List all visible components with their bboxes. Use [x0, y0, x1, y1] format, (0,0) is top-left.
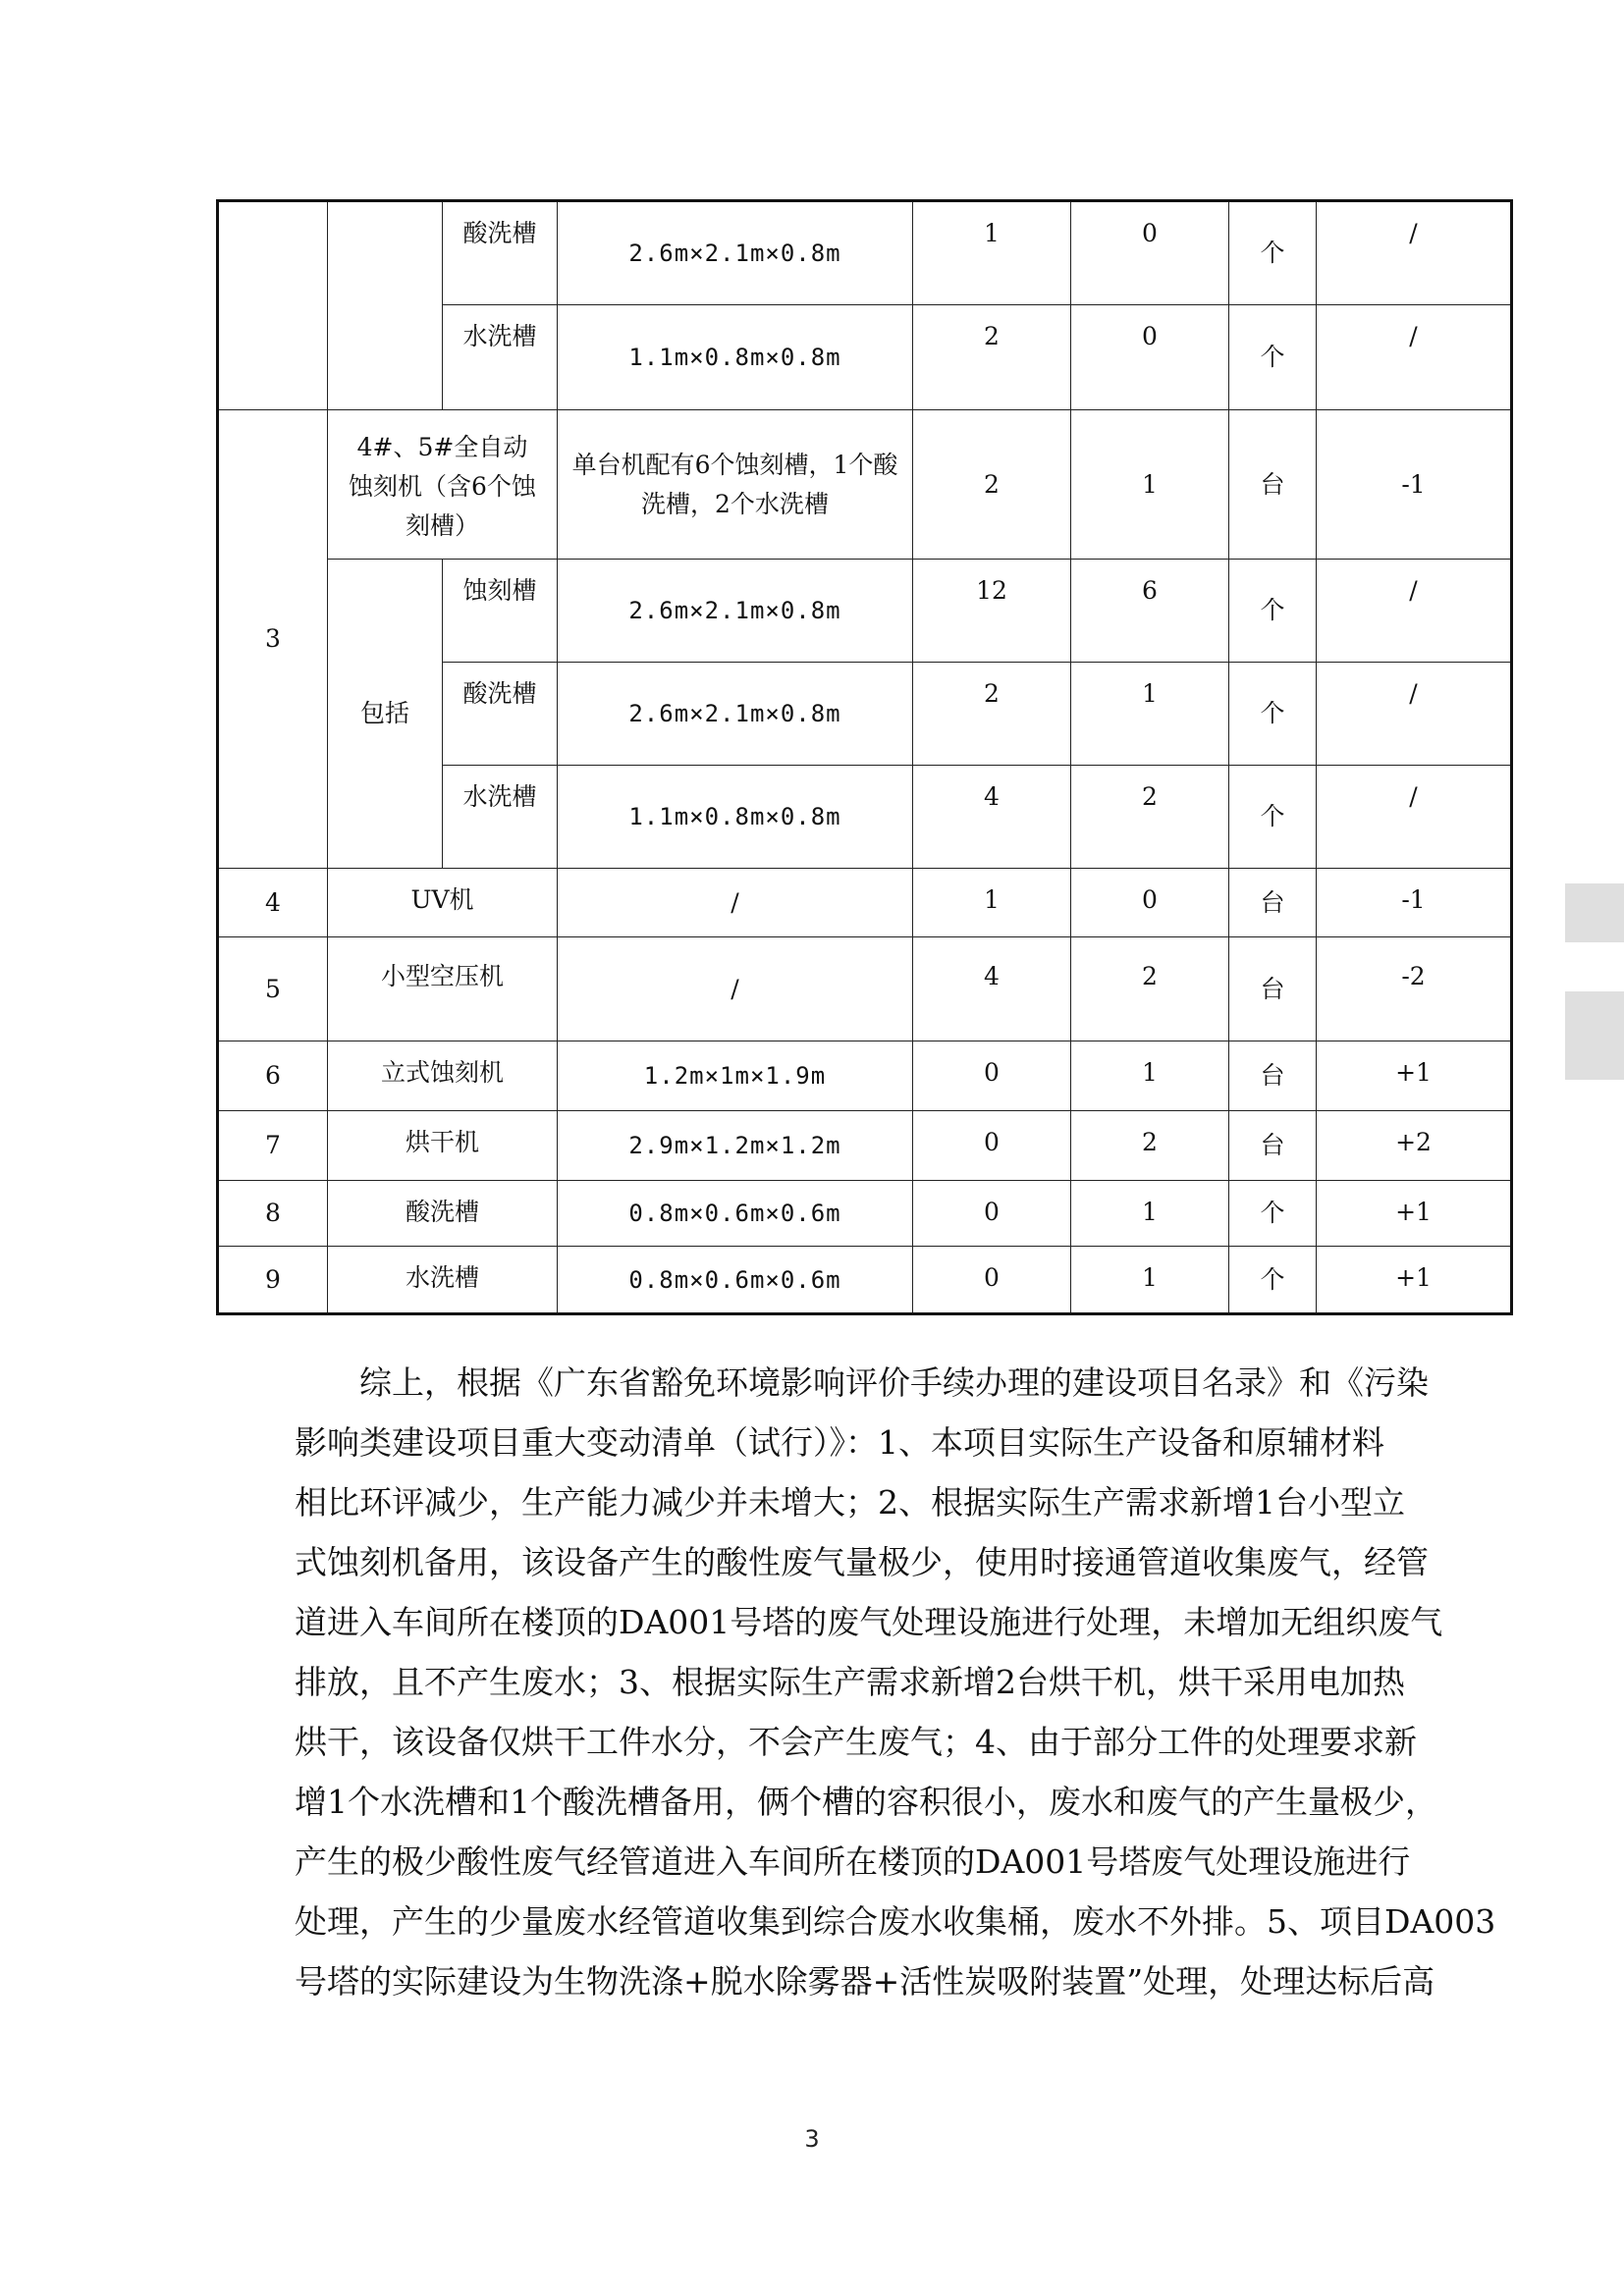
- cell-spec: 2.6m×2.1m×0.8m: [558, 663, 913, 766]
- table-row: [218, 410, 1512, 560]
- cell-no: [218, 201, 328, 410]
- cell-actual-qty: 1: [1071, 663, 1229, 766]
- paragraph-line: 号塔的实际建设为生物洗涤+脱水除雾器+活性炭吸附装置”处理，处理达标后高: [295, 1962, 1435, 2001]
- cell-no: 6: [218, 1041, 328, 1111]
- paragraph-line: 处理，产生的少量废水经管道收集到综合废水收集桶，废水不外排。5、项目DA003: [295, 1902, 1496, 1941]
- table-row: [218, 1111, 1512, 1181]
- cell-no: 9: [218, 1247, 328, 1314]
- cell-change: /: [1317, 560, 1512, 663]
- cell-actual-qty: 1: [1071, 410, 1229, 560]
- cell-unit: 个: [1229, 766, 1317, 869]
- page-number: 3: [804, 2125, 820, 2153]
- cell-eia-qty: 12: [913, 560, 1071, 663]
- cell-actual-qty: 0: [1071, 201, 1229, 305]
- cell-name: 酸洗槽: [328, 1181, 558, 1247]
- cell-change: /: [1317, 305, 1512, 410]
- table-row: [218, 1247, 1512, 1314]
- paragraph-line: 道进入车间所在楼顶的DA001号塔的废气处理设施进行处理，未增加无组织废气: [295, 1603, 1443, 1641]
- cell-spec: 0.8m×0.6m×0.6m: [558, 1247, 913, 1314]
- cell-spec: 2.6m×2.1m×0.8m: [558, 560, 913, 663]
- cell-name: 水洗槽: [443, 766, 558, 869]
- cell-unit: 个: [1229, 1181, 1317, 1247]
- cell-group: 包括: [328, 560, 443, 869]
- cell-eia-qty: 0: [913, 1247, 1071, 1314]
- cell-change: -1: [1317, 869, 1512, 937]
- cell-spec: 单台机配有6个蚀刻槽，1个酸洗槽，2个水洗槽: [558, 410, 913, 560]
- table-row: [218, 937, 1512, 1041]
- cell-eia-qty: 4: [913, 766, 1071, 869]
- table-row: [218, 560, 1512, 663]
- cell-actual-qty: 1: [1071, 1181, 1229, 1247]
- cell-eia-qty: 4: [913, 937, 1071, 1041]
- cell-name: 烘干机: [328, 1111, 558, 1181]
- cell-eia-qty: 0: [913, 1041, 1071, 1111]
- cell-unit: 个: [1229, 1247, 1317, 1314]
- table-row: [218, 869, 1512, 937]
- cell-spec: 1.2m×1m×1.9m: [558, 1041, 913, 1111]
- cell-no: 3: [218, 410, 328, 869]
- cell-no: 5: [218, 937, 328, 1041]
- cell-unit: 个: [1229, 201, 1317, 305]
- cell-group: [328, 201, 443, 410]
- cell-spec: /: [558, 869, 913, 937]
- paragraph-line: 烘干，该设备仅烘干工件水分，不会产生废气；4、由于部分工件的处理要求新: [295, 1723, 1417, 1761]
- cell-no: 4: [218, 869, 328, 937]
- cell-eia-qty: 2: [913, 663, 1071, 766]
- cell-unit: 台: [1229, 869, 1317, 937]
- cell-actual-qty: 1: [1071, 1041, 1229, 1111]
- cell-name: 酸洗槽: [443, 201, 558, 305]
- seal-edge-mark: [1565, 883, 1624, 942]
- table-row: [218, 1181, 1512, 1247]
- cell-spec: 2.6m×2.1m×0.8m: [558, 201, 913, 305]
- cell-eia-qty: 2: [913, 305, 1071, 410]
- cell-actual-qty: 2: [1071, 1111, 1229, 1181]
- cell-eia-qty: 0: [913, 1111, 1071, 1181]
- cell-name: UV机: [328, 869, 558, 937]
- cell-change: +2: [1317, 1111, 1512, 1181]
- paragraph-line: 影响类建设项目重大变动清单（试行）》：1、本项目实际生产设备和原辅材料: [295, 1423, 1384, 1462]
- cell-spec: 0.8m×0.6m×0.6m: [558, 1181, 913, 1247]
- cell-change: +1: [1317, 1041, 1512, 1111]
- cell-spec: /: [558, 937, 913, 1041]
- cell-change: +1: [1317, 1247, 1512, 1314]
- cell-unit: 台: [1229, 410, 1317, 560]
- cell-unit: 个: [1229, 305, 1317, 410]
- cell-no: 8: [218, 1181, 328, 1247]
- cell-name: 水洗槽: [328, 1247, 558, 1314]
- cell-unit: 台: [1229, 1111, 1317, 1181]
- cell-change: /: [1317, 201, 1512, 305]
- paragraph-line: 产生的极少酸性废气经管道进入车间所在楼顶的DA001号塔废气处理设施进行: [295, 1842, 1411, 1881]
- paragraph-line: 增1个水洗槽和1个酸洗槽备用，俩个槽的容积很小，废水和废气的产生量极少，: [295, 1783, 1437, 1821]
- cell-name: 立式蚀刻机: [328, 1041, 558, 1111]
- cell-name: 酸洗槽: [443, 663, 558, 766]
- cell-actual-qty: 0: [1071, 305, 1229, 410]
- cell-change: /: [1317, 663, 1512, 766]
- paragraph-line: 式蚀刻机备用，该设备产生的酸性废气量极少，使用时接通管道收集废气，经管: [295, 1543, 1429, 1581]
- cell-unit: 台: [1229, 937, 1317, 1041]
- cell-spec: 1.1m×0.8m×0.8m: [558, 766, 913, 869]
- summary-paragraph: [295, 1353, 1496, 2011]
- cell-eia-qty: 2: [913, 410, 1071, 560]
- paragraph-line: 相比环评减少，生产能力减少并未增大；2、根据实际生产需求新增1台小型立: [295, 1483, 1405, 1522]
- equipment-table: [216, 199, 1513, 1315]
- paragraph-line: 综上，根据《广东省豁免环境影响评价手续办理的建设项目名录》和《污染: [359, 1363, 1429, 1402]
- cell-no: 7: [218, 1111, 328, 1181]
- cell-name: 小型空压机: [328, 937, 558, 1041]
- cell-change: /: [1317, 766, 1512, 869]
- paragraph-line: 排放，且不产生废水；3、根据实际生产需求新增2台烘干机，烘干采用电加热: [295, 1663, 1405, 1701]
- cell-unit: 台: [1229, 1041, 1317, 1111]
- cell-name: 蚀刻槽: [443, 560, 558, 663]
- cell-actual-qty: 2: [1071, 766, 1229, 869]
- cell-unit: 个: [1229, 663, 1317, 766]
- seal-edge-mark: [1565, 991, 1624, 1080]
- cell-change: +1: [1317, 1181, 1512, 1247]
- cell-name: 水洗槽: [443, 305, 558, 410]
- table-row: [218, 1041, 1512, 1111]
- cell-change: -1: [1317, 410, 1512, 560]
- cell-spec: 2.9m×1.2m×1.2m: [558, 1111, 913, 1181]
- cell-eia-qty: 0: [913, 1181, 1071, 1247]
- table-row: [218, 201, 1512, 305]
- cell-eia-qty: 1: [913, 201, 1071, 305]
- cell-actual-qty: 6: [1071, 560, 1229, 663]
- cell-name: 4#、5#全自动蚀刻机（含6个蚀刻槽）: [328, 410, 558, 560]
- cell-change: -2: [1317, 937, 1512, 1041]
- cell-actual-qty: 1: [1071, 1247, 1229, 1314]
- cell-actual-qty: 2: [1071, 937, 1229, 1041]
- cell-spec: 1.1m×0.8m×0.8m: [558, 305, 913, 410]
- cell-actual-qty: 0: [1071, 869, 1229, 937]
- cell-unit: 个: [1229, 560, 1317, 663]
- cell-eia-qty: 1: [913, 869, 1071, 937]
